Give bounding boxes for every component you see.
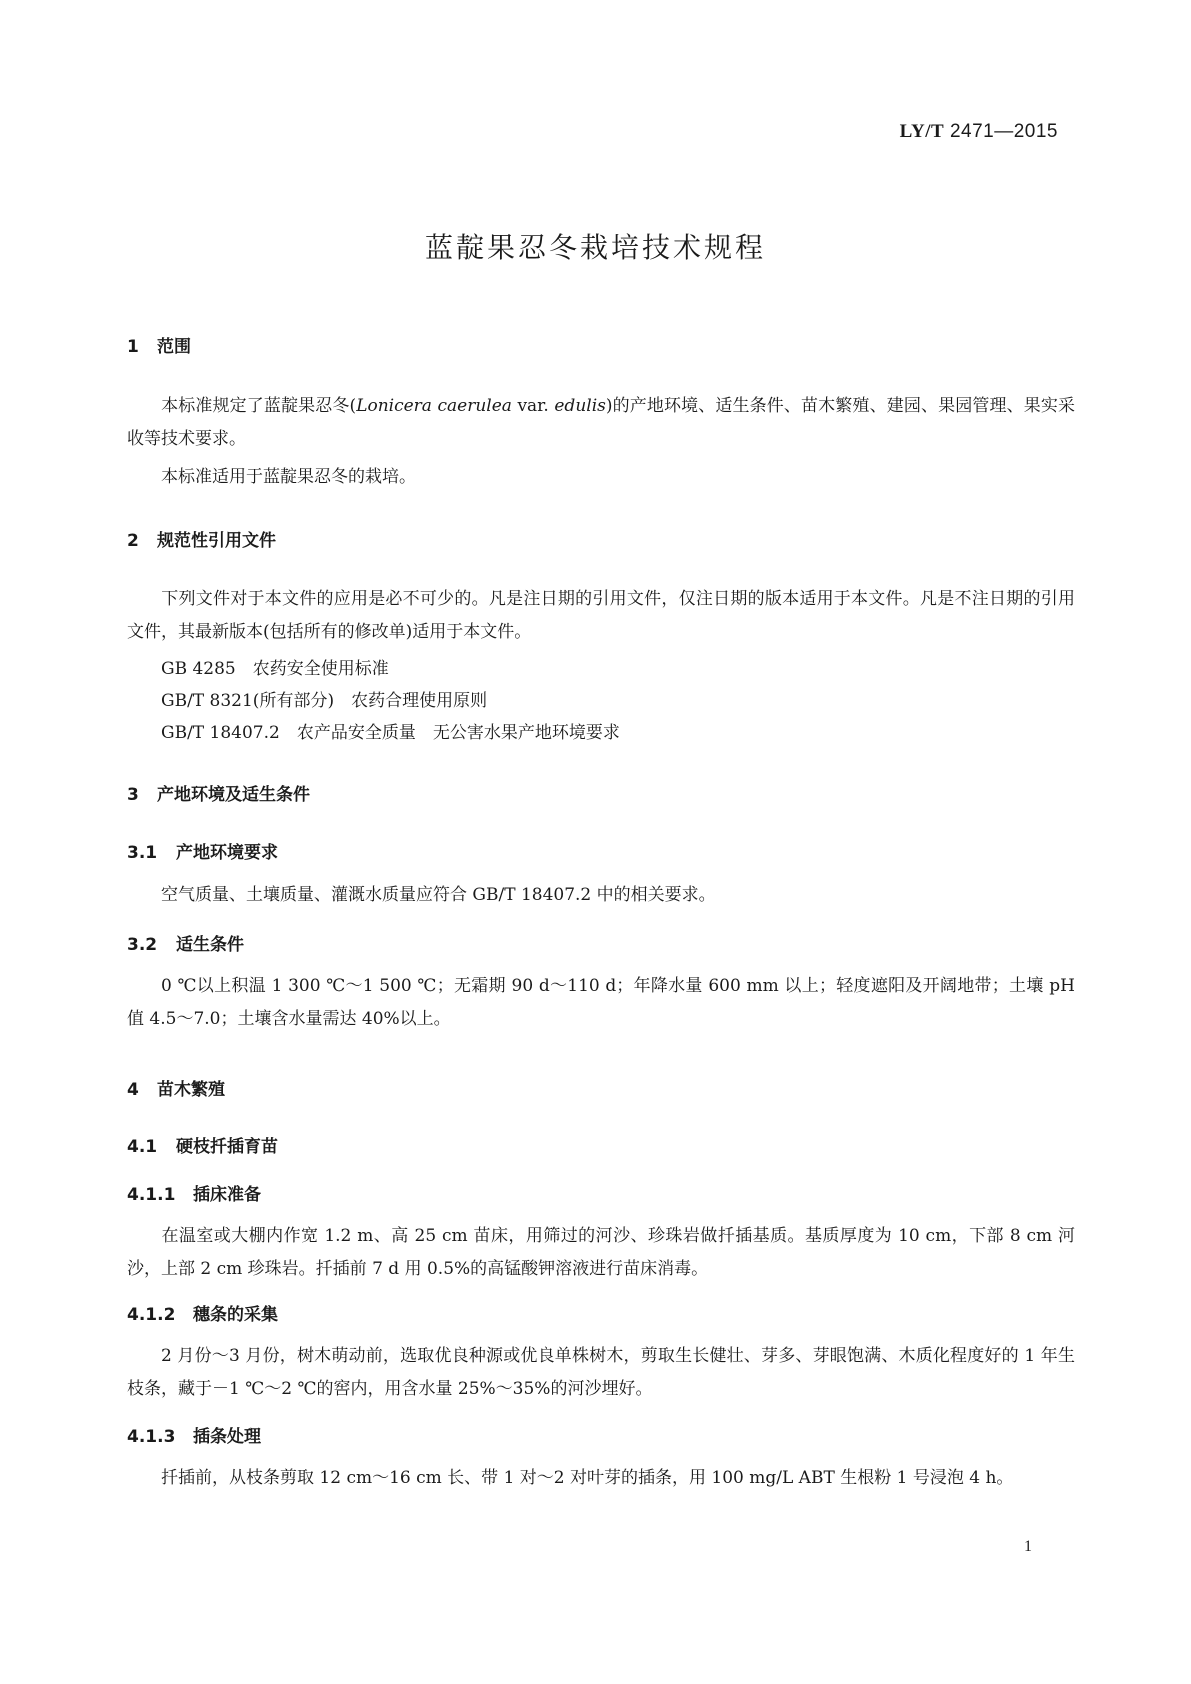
document-code — [900, 121, 1058, 143]
section-1-paragraph-1: 本标准规定了蓝靛果忍冬(Lonicera caerulea var. edulis)的产地环境、适生条件、苗木繁殖、建园、果园管理、果实采收等技术要求。 — [127, 396, 1075, 449]
reference-item: GB 4285 农药安全使用标准 — [161, 659, 389, 679]
section-title: 范围 — [157, 337, 191, 357]
reference-item: GB/T 18407.2 农产品安全质量 无公害水果产地环境要求 — [161, 723, 620, 743]
reference-item: GB/T 8321(所有部分) 农药合理使用原则 — [161, 691, 488, 711]
section-number: 1 — [127, 337, 139, 357]
section-2-paragraph: 下列文件对于本文件的应用是必不可少的。凡是注日期的引用文件，仅注日期的版本适用于本文件。凡是不注日期的引用文件，其最新版本(包括所有的修改单)适用于本文件。 — [127, 589, 1075, 642]
section-2-heading: 2 规范性引用文件 — [127, 531, 276, 551]
section-3-2-paragraph: 0 ℃以上积温 1 300 ℃～1 500 ℃；无霜期 90 d～110 d；年降水量 600 mm 以上；轻度遮阳及开阔地带；土壤 pH 值 4.5～7.0；土壤含水量需达 40%以上。 — [127, 976, 1075, 1029]
section-1-paragraph-2: 本标准适用于蓝靛果忍冬的栽培。 — [161, 467, 416, 487]
section-4-heading: 4 苗木繁殖 — [127, 1080, 225, 1100]
latin-variety: edulis — [554, 396, 606, 416]
latin-name: Lonicera caerulea — [356, 396, 512, 416]
section-4-1-1-paragraph: 在温室或大棚内作宽 1.2 m、高 25 cm 苗床，用筛过的河沙、珍珠岩做扦插基质。基质厚度为 10 cm，下部 8 cm 河沙，上部 2 cm 珍珠岩。扦插前 7 d 用 0.5%的高锰酸钾溶液进行苗床消毒。 — [127, 1226, 1075, 1279]
section-1-heading — [127, 332, 191, 357]
section-3-1-heading: 3.1 产地环境要求 — [127, 843, 278, 863]
section-4-1-3-paragraph: 扦插前，从枝条剪取 12 cm～16 cm 长、带 1 对～2 对叶芽的插条，用 100 mg/L ABT 生根粉 1 号浸泡 4 h。 — [161, 1468, 1014, 1488]
section-4-1-3-heading: 4.1.3 插条处理 — [127, 1427, 261, 1447]
section-4-1-2-paragraph: 2 月份～3 月份，树木萌动前，选取优良种源或优良单株树木，剪取生长健壮、芽多、芽眼饱满、木质化程度好的 1 年生枝条，藏于－1 ℃～2 ℃的窖内，用含水量 25%～35%的河沙埋好。 — [127, 1346, 1075, 1399]
document-code-prefix: LY/T — [899, 121, 945, 142]
document-title: 蓝靛果忍冬栽培技术规程 — [424, 231, 766, 264]
page-number: 1 — [1024, 1538, 1032, 1555]
section-4-1-1-heading: 4.1.1 插床准备 — [127, 1185, 261, 1205]
section-4-1-2-heading: 4.1.2 穗条的采集 — [127, 1305, 278, 1325]
document-code-number: 2471—2015 — [949, 121, 1058, 142]
section-4-1-heading: 4.1 硬枝扦插育苗 — [127, 1137, 278, 1157]
section-3-1-paragraph: 空气质量、土壤质量、灌溉水质量应符合 GB/T 18407.2 中的相关要求。 — [161, 885, 716, 905]
section-3-heading: 3 产地环境及适生条件 — [127, 785, 310, 805]
section-3-2-heading: 3.2 适生条件 — [127, 935, 244, 955]
